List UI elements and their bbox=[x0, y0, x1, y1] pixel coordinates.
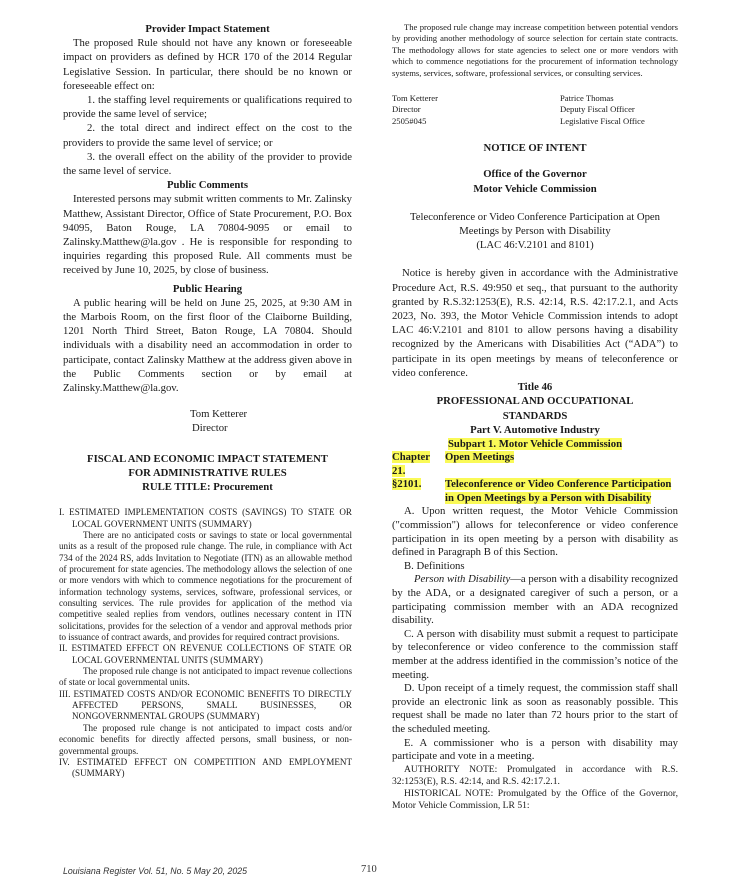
sig-left-title: Director bbox=[392, 104, 421, 115]
chapter-name: Open Meetings bbox=[445, 451, 515, 464]
publication-footer: Louisiana Register Vol. 51, No. 5 May 20, 2025 bbox=[63, 866, 248, 876]
paragraph-d: D. Upon receipt of a timely request, the commission staff shall provide an electronic link as soon as reasonably possible. This request shall be made no later than 72 hours prior to the start of the scheduled meeting. bbox=[392, 682, 678, 735]
fiscal-title-line-1: FISCAL AND ECONOMIC IMPACT STATEMENT bbox=[87, 452, 328, 465]
fiscal-section-3-heading: III. ESTIMATED COSTS AND/OR ECONOMIC BENEFITS TO DIRECTLY AFFECTED PERSONS, SMALL BUSINESSES, OR NONGOVERNMENTAL GROUPS (SUMMARY) bbox=[59, 688, 352, 722]
rule-citation: (LAC 46:V.2101 and 8101) bbox=[476, 239, 594, 252]
rule-title-block bbox=[392, 210, 678, 253]
paragraph-e: E. A commissioner who is a person with disability may participate and vote in a meeting. bbox=[392, 736, 678, 763]
signer-name: Tom Ketterer bbox=[190, 408, 248, 421]
fiscal-section-2-heading: II. ESTIMATED EFFECT ON REVENUE COLLECTIONS OF STATE OR LOCAL GOVERNMENTAL UNITS (SUMMARY) bbox=[59, 643, 352, 665]
provider-item-3: 3. the overall effect on the ability of the provider to provide the same level of service. bbox=[63, 150, 352, 178]
provider-impact-heading: Provider Impact Statement bbox=[145, 23, 270, 35]
fiscal-signatures bbox=[392, 93, 678, 127]
signature-block bbox=[63, 407, 352, 435]
rule-title-line-1: Teleconference or Video Conference Participation at Open bbox=[409, 210, 661, 223]
provider-impact-intro: The proposed Rule should not have any known or foreseeable impact on providers as defined by HCR 170 of the 2014 Regular Legislative Session. In particular, there should be no known or foreseeable effect on: bbox=[63, 37, 352, 92]
fiscal-rule-title: RULE TITLE: Procurement bbox=[142, 481, 273, 494]
section-name: Teleconference or Video Conference Participation in Open Meetings by a Person with Disability bbox=[445, 478, 672, 504]
title-name-line-1: PROFESSIONAL AND OCCUPATIONAL bbox=[436, 395, 634, 408]
paragraph-a: A. Upon written request, the Motor Vehicle Commission ("commission") allows for teleconference or video conference participation in its open meeting by a person with disability as defined in Paragraph B of this Section. bbox=[392, 505, 678, 559]
section-label: §2101. bbox=[392, 478, 422, 491]
title-name-line-2: STANDARDS bbox=[502, 409, 568, 422]
sig-right-office: Legislative Fiscal Office bbox=[560, 115, 645, 126]
provider-item-2: 2. the total direct and indirect effect on the cost to the providers to provide the same level of service; or bbox=[63, 122, 352, 149]
historical-note: HISTORICAL NOTE: Promulgated by the Office of the Governor, Motor Vehicle Commission, LR 51: bbox=[392, 787, 678, 811]
signature-row-2 bbox=[392, 104, 678, 115]
signature-row-1 bbox=[392, 93, 678, 104]
signature-row-3 bbox=[392, 116, 678, 127]
provider-item-1: 1. the staffing level requirements or qualifications required to provide the same level of service; bbox=[63, 94, 352, 121]
title-number: Title 46 bbox=[517, 381, 553, 394]
fiscal-section-4-heading: IV. ESTIMATED EFFECT ON COMPETITION AND EMPLOYMENT (SUMMARY) bbox=[59, 756, 352, 779]
sig-left-name: Tom Ketterer bbox=[392, 93, 438, 104]
agency-commission: Motor Vehicle Commission bbox=[473, 182, 597, 195]
competition-effect-body: The proposed rule change may increase competition between potential vendors by providing another methodology of source selection for certain state contracts. The methodology allows for state agencies to select one or more vendors with which to commence negotiations for the procurement of information technology systems, services, software, professional services, or consulting services. bbox=[392, 22, 678, 78]
authority-note: AUTHORITY NOTE: Promulgated in accordance with R.S. 32:1253(E), R.S. 42:14, and R.S. 42:17.2.1. bbox=[392, 763, 678, 787]
sig-right-title: Deputy Fiscal Officer bbox=[560, 104, 635, 115]
rule-title-line-2: Meetings by Person with Disability bbox=[459, 225, 611, 238]
agency-block bbox=[392, 167, 678, 195]
subpart-highlight: Subpart 1. Motor Vehicle Commission bbox=[447, 437, 623, 450]
paragraph-b: B. Definitions bbox=[404, 559, 465, 572]
chapter-heading bbox=[392, 451, 678, 478]
public-hearing-body: A public hearing will be held on June 25, 2025, at 9:30 AM in the Marbois Room, on the first floor of the Claiborne Building, 1201 North Third Street, Baton Rouge, LA 70804. Should individuals with a disability need an accommodation in order to participate, contact Zalinsky Matthew at the address given above in the Public Comments section or by email at Zalinsky.Matthew@la.gov. bbox=[63, 296, 352, 395]
chapter-label: Chapter 21. bbox=[392, 451, 430, 477]
definition-term: Person with Disability bbox=[414, 573, 511, 586]
document-number: 2505#045 bbox=[392, 115, 427, 126]
left-column bbox=[59, 22, 352, 780]
agency-office: Office of the Governor bbox=[483, 168, 587, 181]
definition-paragraph bbox=[392, 573, 678, 627]
public-comments-heading: Public Comments bbox=[166, 179, 249, 192]
part-heading: Part V. Automotive Industry bbox=[470, 423, 600, 436]
subpart-heading bbox=[392, 437, 678, 451]
page-number: 710 bbox=[361, 864, 377, 875]
paragraph-c: C. A person with disability must submit a request to participate by teleconference or video conference to the commission staff member at the address identified in the commission’s notice of the meeting. bbox=[392, 627, 678, 681]
right-column bbox=[392, 22, 678, 812]
fiscal-sections bbox=[59, 507, 352, 779]
notice-body: Notice is hereby given in accordance with the Administrative Procedure Act, R.S. 49:950 et seq., that pursuant to the authority granted by R.S.32:1253(E), R.S. 42:14, R.S. 42:17.2.1, and Acts 2023, No. 393, the Motor Vehicle Commission intends to adopt LAC 46:V.2101 and 8101 to allow persons having a disability recognized by the Americans with Disabilities Act (“ADA”) to participate in its open meetings by means of teleconference or video conference. bbox=[392, 267, 678, 379]
definition-text: —a person with a disability recognized by the ADA, or a designated caregiver of such a person, or a participating commission member with an ADA recognized disability. bbox=[392, 573, 679, 627]
section-heading bbox=[392, 478, 678, 505]
notice-of-intent-heading: NOTICE OF INTENT bbox=[483, 142, 587, 155]
fiscal-section-2-body: The proposed rule change is not anticipated to impact revenue collections of state or local governmental units. bbox=[59, 666, 352, 688]
fiscal-section-1-heading: I. ESTIMATED IMPLEMENTATION COSTS (SAVINGS) TO STATE OR LOCAL GOVERNMENT UNITS (SUMMARY) bbox=[59, 507, 352, 529]
fiscal-title-block bbox=[63, 452, 352, 495]
public-comments-body: Interested persons may submit written comments to Mr. Zalinsky Matthew, Assistant Director, Office of State Procurement, P.O. Box 94095, Baton Rouge, LA 70804-9095 or email to Zalinsky.Matthew@la.gov . He is responsible for responding to inquiries regarding this proposed Rule. All comments must be received by June 10, 2025, by close of business. bbox=[63, 193, 352, 277]
fiscal-section-3-body: The proposed rule change is not anticipated to impact costs and/or economic benefits for directly affected persons, small business, or non-governmental groups. bbox=[59, 722, 352, 756]
sig-right-name: Patrice Thomas bbox=[560, 93, 614, 104]
public-hearing-heading: Public Hearing bbox=[172, 282, 243, 295]
signer-title: Director bbox=[192, 422, 228, 435]
fiscal-section-1-body: There are no anticipated costs or savings to state or local governmental units as a result of the proposed rule change. The rule, in compliance with Act 734 of the 2024 RS, adds Invitation to Negotiate (ITN) as an allowable method of procurement for state agencies. The methodology allows the selection of one or more vendors with which to commence negotiations for the procurement of information technology systems, services, software, professional services, or consulting services. The rule provides for application of the method via competitive sealed replies from vendors, outlines necessary content in ITN solicitations, provides for the selection of a vendor and approval methods prior to issuance of contract awards, and provides for required contract provisions. bbox=[59, 529, 352, 643]
fiscal-title-line-2: FOR ADMINISTRATIVE RULES bbox=[128, 466, 287, 479]
